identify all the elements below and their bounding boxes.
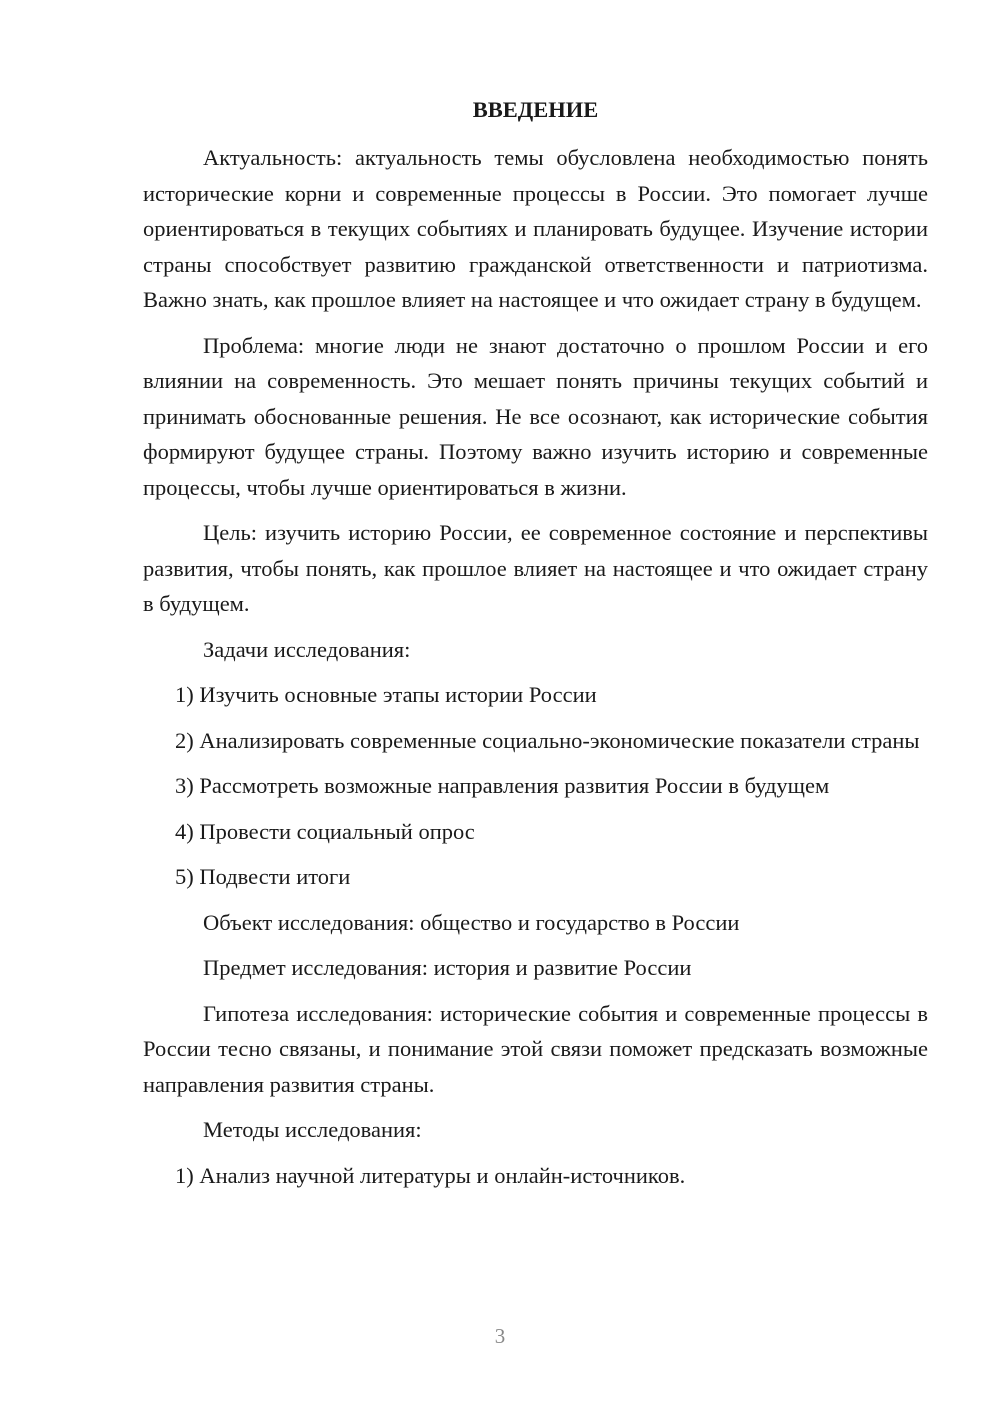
hypothesis-paragraph: Гипотеза исследования: исторические события и современные процессы в России тесно связаны, и понимание этой связи поможет предсказать возможные направления развития страны.: [143, 1000, 928, 1097]
task-item-1: 1) Изучить основные этапы истории России: [175, 682, 597, 707]
tasks-heading: Задачи исследования:: [203, 636, 411, 662]
object-paragraph: Объект исследования: общество и государство в России: [203, 909, 740, 935]
methods-heading: Методы исследования:: [203, 1117, 422, 1142]
task-item-4: 4) Провести социальный опрос: [175, 818, 475, 844]
page-number: 3: [494, 1324, 506, 1348]
task-item-3: 3) Рассмотреть возможные направления развития России в будущем: [175, 773, 830, 798]
problem-paragraph: Проблема: многие люди не знают достаточно о прошлом России и его влиянии на современность. Это мешает понять причины текущих событий и принимать обоснованные решения. Не все осознают, как исторические события формируют будущее страны. Поэтому важно изучить историю и современные процессы, чтобы лучше ориентироваться в жизни.: [143, 332, 928, 500]
method-item-1: 1) Анализ научной литературы и онлайн-источников.: [175, 1162, 686, 1188]
task-item-2: 2) Анализировать современные социально-экономические показатели страны: [175, 727, 920, 753]
relevance-paragraph: Актуальность: актуальность темы обусловлена необходимостью понять исторические корни и современные процессы в России. Это помогает лучше ориентироваться в текущих событиях и планировать будущее. Изучение истории страны способствует развитию гражданской ответственности и патриотизма. Важно знать, как прошлое влияет на настоящее и что ожидает страну в будущем.: [143, 145, 928, 312]
page-content: [143, 92, 928, 1203]
task-item-5: 5) Подвести итоги: [175, 864, 351, 889]
section-title: ВВЕДЕНИЕ: [472, 97, 599, 122]
goal-paragraph: Цель: изучить историю России, ее современное состояние и перспективы развития, чтобы понять, как прошлое влияет на настоящее и что ожидает страну в будущем.: [143, 520, 928, 616]
subject-paragraph: Предмет исследования: история и развитие России: [203, 955, 692, 980]
